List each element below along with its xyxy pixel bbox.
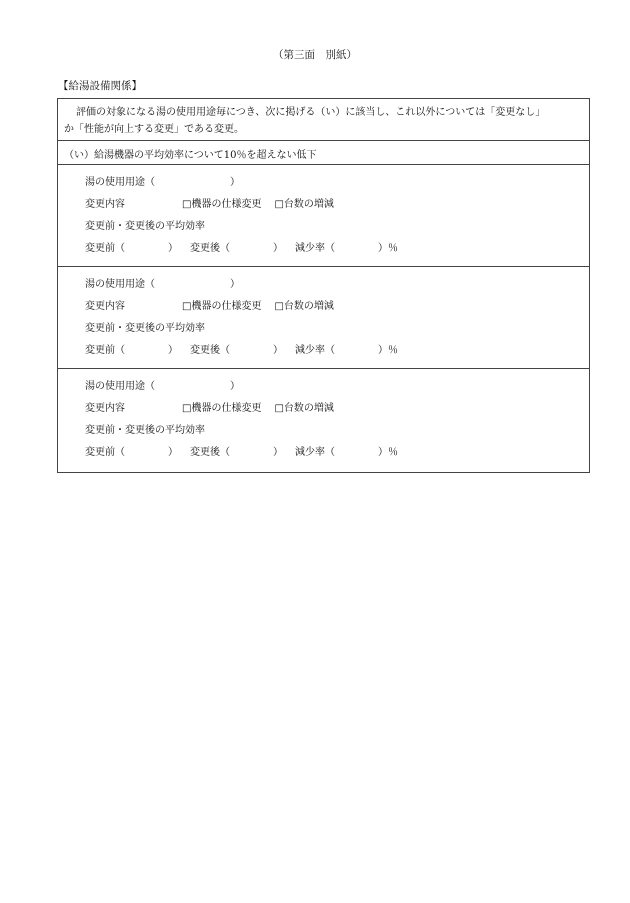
after-close: ） (273, 447, 283, 458)
efficiency-row (85, 341, 398, 356)
criterion-row: （い）給湯機器の平均効率について10％を超えない低下 (58, 141, 589, 165)
spec-change-checkbox[interactable]: □機器の仕様変更 (182, 403, 262, 414)
page-header: （第三面 別紙） (273, 49, 357, 61)
intro-line-2: か「性能が向上する変更」である変更。 (64, 124, 244, 135)
usage-label: 湯の使用用途（ (85, 381, 155, 392)
usage-label: 湯の使用用途（ (85, 279, 155, 290)
count-change-checkbox[interactable]: □台数の増減 (274, 301, 334, 312)
usage-close: ） (230, 177, 240, 188)
entry-block-2 (58, 267, 589, 369)
before-label: 変更前（ (85, 345, 125, 356)
avg-efficiency-label: 変更前・変更後の平均効率 (85, 323, 205, 334)
before-close: ） (168, 243, 178, 254)
efficiency-row (85, 239, 398, 254)
form-table (57, 98, 590, 473)
after-close: ） (273, 345, 283, 356)
spec-change-checkbox[interactable]: □機器の仕様変更 (182, 199, 262, 210)
usage-close: ） (230, 279, 240, 290)
change-content-label: 変更内容 (85, 199, 125, 210)
rate-label: 減少率（ (295, 447, 335, 458)
avg-efficiency-label: 変更前・変更後の平均効率 (85, 221, 205, 232)
efficiency-row (85, 443, 398, 458)
intro-cell (58, 99, 589, 141)
usage-label: 湯の使用用途（ (85, 177, 155, 188)
usage-row (85, 377, 240, 392)
change-content-row (85, 297, 334, 312)
rate-close: ）％ (378, 243, 398, 254)
before-close: ） (168, 447, 178, 458)
rate-label: 減少率（ (295, 345, 335, 356)
entry-block-3 (58, 369, 589, 472)
before-close: ） (168, 345, 178, 356)
usage-row (85, 173, 240, 188)
usage-close: ） (230, 381, 240, 392)
rate-label: 減少率（ (295, 243, 335, 254)
avg-efficiency-label: 変更前・変更後の平均効率 (85, 425, 205, 436)
usage-row (85, 275, 240, 290)
after-label: 変更後（ (190, 345, 230, 356)
change-content-row (85, 399, 334, 414)
after-close: ） (273, 243, 283, 254)
after-label: 変更後（ (190, 243, 230, 254)
count-change-checkbox[interactable]: □台数の増減 (274, 403, 334, 414)
change-content-label: 変更内容 (85, 403, 125, 414)
entry-block-1 (58, 165, 589, 267)
rate-close: ）％ (378, 345, 398, 356)
spec-change-checkbox[interactable]: □機器の仕様変更 (182, 301, 262, 312)
before-label: 変更前（ (85, 447, 125, 458)
rate-close: ）％ (378, 447, 398, 458)
before-label: 変更前（ (85, 243, 125, 254)
change-content-label: 変更内容 (85, 301, 125, 312)
after-label: 変更後（ (190, 447, 230, 458)
count-change-checkbox[interactable]: □台数の増減 (274, 199, 334, 210)
section-title: 【給湯設備関係】 (58, 80, 142, 92)
change-content-row (85, 195, 334, 210)
intro-line-1: 評価の対象になる湯の使用用途毎につき、次に掲げる（い）に該当し、これ以外については「変更なし」 (76, 107, 546, 118)
